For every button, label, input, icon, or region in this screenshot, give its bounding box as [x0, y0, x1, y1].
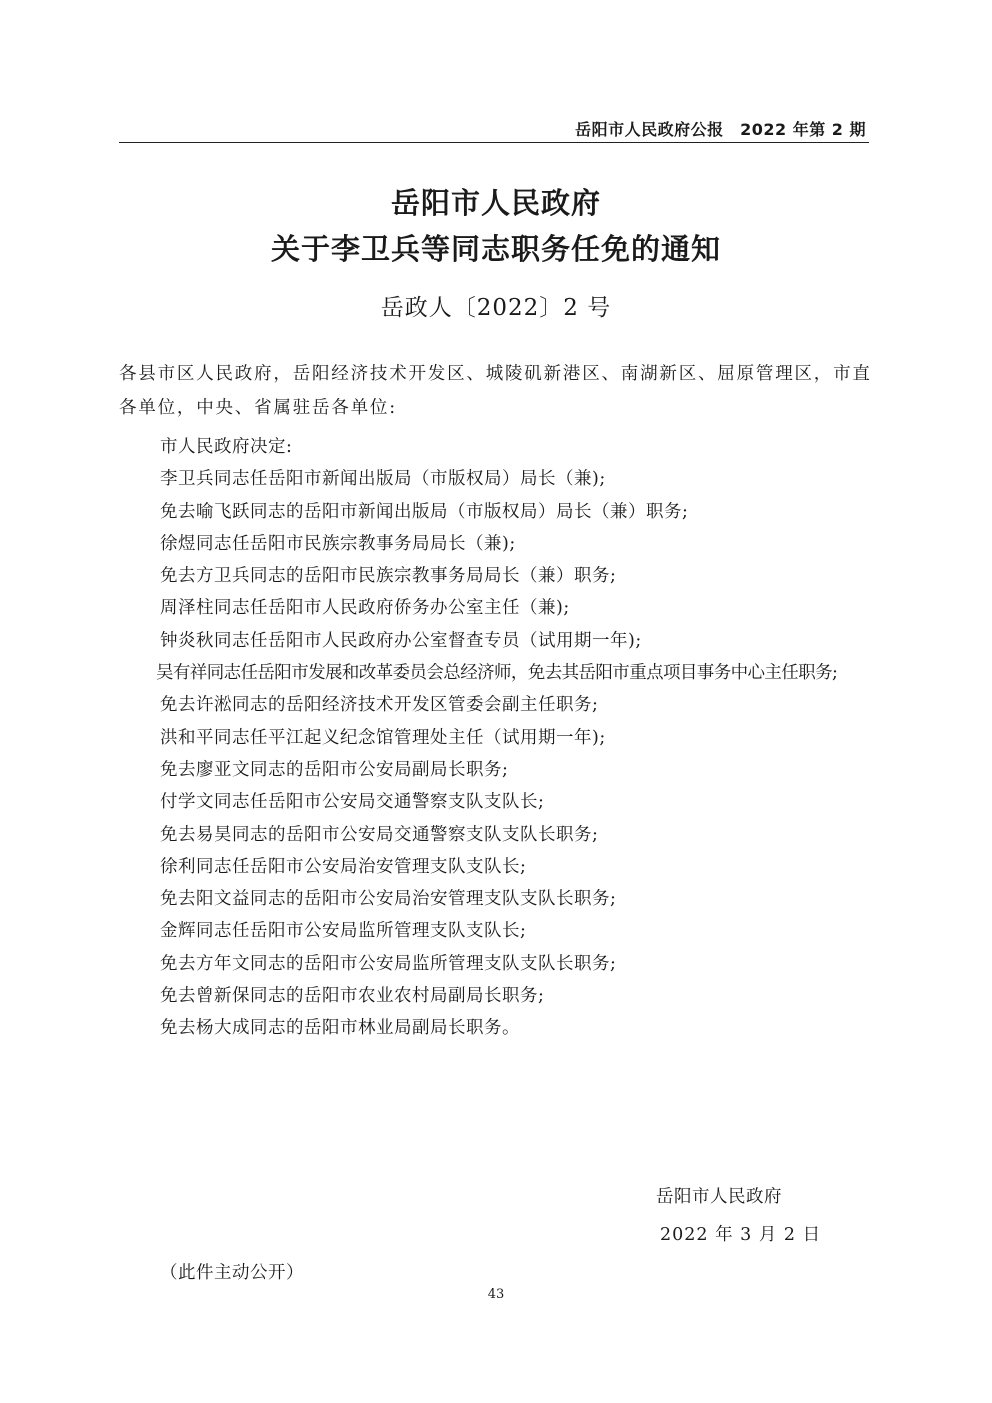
list-item: 吴有祥同志任岳阳市发展和改革委员会总经济师，免去其岳阳市重点项目事务中心主任职务; — [156, 663, 838, 684]
list-item: 免去许淞同志的岳阳经济技术开发区管委会副主任职务; — [160, 695, 599, 716]
document-number: 岳政人〔2022〕2 号 — [380, 295, 612, 321]
list-item: 徐煜同志任岳阳市民族宗教事务局局长（兼); — [160, 533, 516, 554]
list-item: 洪和平同志任平江起义纪念馆管理处主任（试用期一年); — [160, 727, 606, 748]
list-item: 徐利同志任岳阳市公安局治安管理支队支队长; — [160, 856, 527, 877]
list-item: 金辉同志任岳阳市公安局监所管理支队支队长; — [160, 921, 527, 942]
list-item: 钟炎秋同志任岳阳市人民政府办公室督查专员（试用期一年); — [160, 630, 642, 651]
signing-date: 2022 年 3 月 2 日 — [660, 1225, 822, 1245]
list-item: 免去方卫兵同志的岳阳市民族宗教事务局局长（兼）职务; — [160, 566, 617, 587]
disclosure-note: （此件主动公开） — [160, 1263, 304, 1283]
header-divider — [119, 142, 869, 143]
list-item: 周泽柱同志任岳阳市人民政府侨务办公室主任（兼); — [160, 598, 570, 619]
list-item: 免去廖亚文同志的岳阳市公安局副局长职务; — [160, 759, 509, 780]
list-item: 免去喻飞跃同志的岳阳市新闻出版局（市版权局）局长（兼）职务; — [160, 501, 689, 522]
page-number: 43 — [487, 1287, 505, 1302]
list-item: 免去易昊同志的岳阳市公安局交通警察支队支队长职务; — [160, 824, 599, 845]
list-item: 李卫兵同志任岳阳市新闻出版局（市版权局）局长（兼); — [160, 469, 606, 490]
publication-header: 岳阳市人民政府公报 2022 年第 2 期 — [575, 120, 866, 139]
list-item: 免去方年文同志的岳阳市公安局监所管理支队支队长职务; — [160, 953, 617, 974]
list-item: 免去杨大成同志的岳阳市林业局副局长职务。 — [160, 1018, 520, 1039]
list-item: 付学文同志任岳阳市公安局交通警察支队支队长; — [160, 792, 545, 813]
document-title-line2: 关于李卫兵等同志职务任免的通知 — [270, 232, 721, 266]
list-item: 免去曾新保同志的岳阳市农业农村局副局长职务; — [160, 986, 545, 1007]
signing-authority: 岳阳市人民政府 — [656, 1187, 782, 1207]
document-title-line1: 岳阳市人民政府 — [390, 186, 601, 220]
addressee-paragraph: 各县市区人民政府，岳阳经济技术开发区、城陵矶新港区、南湖新区、屈原管理区，市直各单位，中央、省属驻岳各单位: — [119, 364, 872, 418]
decision-list — [156, 431, 838, 1045]
decision-intro: 市人民政府决定: — [160, 437, 293, 457]
list-item: 免去阳文益同志的岳阳市公安局治安管理支队支队长职务; — [160, 889, 617, 910]
